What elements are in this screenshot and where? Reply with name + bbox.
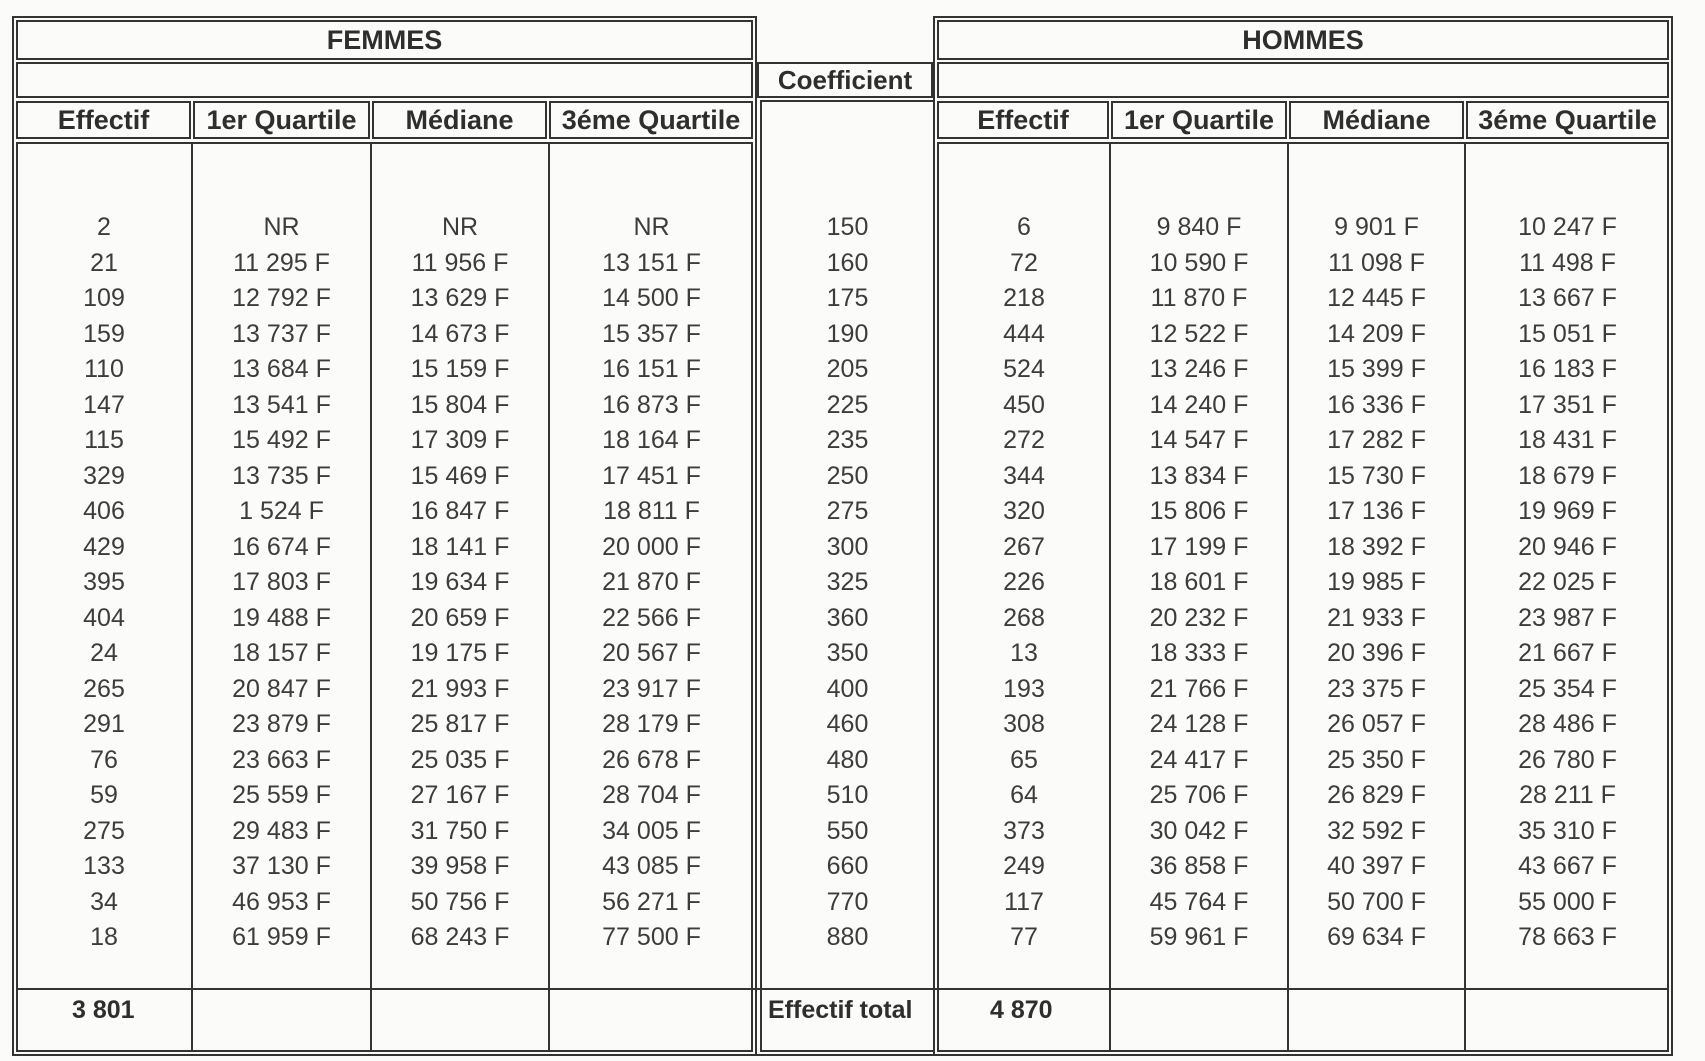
table-cell: 18 601 F: [1149, 568, 1249, 596]
table-cell: 21 870 F: [602, 568, 701, 596]
hommes-q1-header: [1111, 101, 1287, 139]
femmes-q1-header: [193, 101, 370, 139]
hommes-title-text: HOMMES: [1242, 24, 1364, 55]
table-cell: 17 199 F: [1149, 532, 1249, 561]
table-cell: 14 547 F: [1149, 426, 1249, 454]
table-cell: 880: [826, 923, 869, 951]
table-cell: 18 157 F: [232, 639, 331, 667]
table-cell: 77: [1010, 923, 1038, 951]
table-cell: 300: [826, 532, 869, 561]
table-cell: 11 956 F: [411, 248, 509, 277]
table-cell: 360: [826, 603, 869, 632]
header-text: Effectif: [57, 104, 150, 135]
table-cell: 50 700 F: [1327, 887, 1426, 916]
table-cell: 28 704 F: [602, 781, 701, 809]
table-cell: 55 000 F: [1518, 887, 1617, 916]
table-cell: 26 829 F: [1327, 781, 1426, 809]
table-cell: 76: [90, 745, 118, 774]
table-cell: 11 870 F: [1150, 284, 1248, 312]
table-cell: 28 211 F: [1519, 781, 1616, 809]
table-cell: 17 136 F: [1327, 497, 1426, 525]
table-cell: 16 674 F: [232, 532, 331, 561]
table-cell: 18 811 F: [603, 497, 700, 525]
header-text: 1er Quartile: [1123, 104, 1275, 135]
hommes-mediane-column: [1289, 210, 1464, 956]
table-cell: 117: [1004, 887, 1044, 916]
table-cell: 250: [826, 461, 869, 490]
table-cell: 450: [1003, 390, 1045, 419]
table-cell: 24 128 F: [1149, 710, 1249, 738]
table-cell: 15 492 F: [232, 426, 331, 454]
table-cell: NR: [441, 213, 479, 241]
table-cell: 275: [83, 816, 125, 845]
table-cell: 40 397 F: [1327, 852, 1426, 880]
table-cell: 21: [90, 248, 118, 277]
table-cell: 660: [826, 852, 869, 880]
femmes-total: 3 801: [72, 996, 135, 1024]
table-cell: 25 035 F: [410, 745, 510, 774]
table-cell: 444: [1003, 319, 1045, 348]
hommes-blank-header: [937, 62, 1669, 98]
table-cell: NR: [263, 213, 300, 241]
table-cell: 2: [97, 213, 111, 241]
table-cell: 16 151 F: [602, 355, 701, 383]
femmes-mediane-column: [372, 210, 548, 956]
table-cell: 59: [90, 781, 118, 809]
table-cell: 17 282 F: [1327, 426, 1426, 454]
table-cell: 235: [826, 426, 869, 454]
table-cell: 21 766 F: [1149, 674, 1249, 703]
coefficient-column: [762, 210, 933, 956]
table-cell: 14 209 F: [1327, 319, 1426, 348]
table-cell: 133: [83, 852, 125, 880]
table-cell: 18: [90, 923, 118, 951]
table-cell: 61 959 F: [232, 923, 331, 951]
table-cell: 225: [826, 390, 869, 419]
hommes-total: 4 870: [990, 996, 1053, 1024]
table-cell: 28 486 F: [1518, 710, 1617, 738]
table-cell: 15 806 F: [1149, 497, 1249, 525]
femmes-q3-column: [550, 210, 753, 956]
table-cell: 400: [826, 674, 869, 703]
table-cell: 20 659 F: [410, 603, 510, 632]
totals-separator: [16, 988, 1669, 990]
table-cell: 23 663 F: [232, 745, 331, 774]
table-cell: 16 336 F: [1327, 390, 1426, 419]
table-cell: 25 354 F: [1518, 674, 1617, 703]
header-text: Médiane: [405, 104, 514, 135]
table-cell: 72: [1010, 248, 1038, 277]
hommes-effectif-header: [937, 101, 1109, 139]
table-cell: 10 247 F: [1518, 213, 1617, 241]
table-cell: 26 678 F: [602, 745, 701, 774]
table-cell: 268: [1003, 603, 1045, 632]
table-cell: 13: [1010, 639, 1038, 667]
table-cell: 65: [1010, 745, 1038, 774]
table-cell: 19 969 F: [1518, 497, 1617, 525]
hommes-q3-column: [1466, 210, 1669, 956]
table-cell: 193: [1003, 674, 1045, 703]
table-cell: 19 175 F: [410, 639, 510, 667]
table-cell: 15 357 F: [602, 319, 701, 348]
femmes-title-text: FEMMES: [326, 24, 443, 55]
table-cell: 15 730 F: [1327, 461, 1426, 490]
table-cell: 524: [1003, 355, 1045, 383]
table-cell: 12 792 F: [232, 284, 331, 312]
table-cell: 9 840 F: [1156, 213, 1242, 241]
table-cell: 59 961 F: [1149, 923, 1249, 951]
table-cell: 109: [83, 284, 125, 312]
femmes-q3-header: [549, 101, 753, 139]
table-cell: 205: [826, 355, 869, 383]
table-cell: 45 764 F: [1149, 887, 1249, 916]
table-cell: 13 541 F: [232, 390, 331, 419]
table-cell: 10 590 F: [1149, 248, 1249, 277]
table-cell: 373: [1003, 816, 1045, 845]
table-cell: 22 025 F: [1518, 568, 1617, 596]
header-text: 3éme Quartile: [561, 104, 741, 135]
table-cell: 272: [1003, 426, 1045, 454]
table-cell: 291: [83, 710, 125, 738]
table-cell: 25 559 F: [232, 781, 331, 809]
table-cell: 36 858 F: [1149, 852, 1249, 880]
table-cell: 64: [1010, 781, 1038, 809]
table-cell: 25 350 F: [1327, 745, 1426, 774]
hommes-q3-header: [1466, 101, 1669, 139]
table-cell: 344: [1003, 461, 1045, 490]
femmes-effectif-header: [16, 101, 191, 139]
table-cell: 78 663 F: [1518, 923, 1617, 951]
table-cell: 43 085 F: [602, 852, 701, 880]
femmes-blank-header: [16, 62, 753, 98]
table-cell: 13 737 F: [232, 319, 331, 348]
table-cell: 480: [826, 745, 869, 774]
table-cell: 16 847 F: [410, 497, 510, 525]
table-cell: 27 167 F: [410, 781, 510, 809]
table-cell: 69 634 F: [1327, 923, 1426, 951]
table-cell: 15 804 F: [410, 390, 510, 419]
table-cell: 150: [826, 213, 869, 241]
table-cell: 110: [84, 355, 124, 383]
table-cell: 31 750 F: [410, 816, 510, 845]
coefficient-header: [757, 62, 933, 98]
table-cell: 226: [1003, 568, 1045, 596]
table-cell: 350: [826, 639, 869, 667]
table-cell: 275: [826, 497, 869, 525]
table-cell: 24 417 F: [1149, 745, 1249, 774]
table-cell: 18 679 F: [1518, 461, 1617, 490]
table-cell: 510: [826, 781, 869, 809]
table-cell: 50 756 F: [410, 887, 510, 916]
table-cell: 17 309 F: [410, 426, 510, 454]
femmes-mediane-header: [372, 101, 547, 139]
table-cell: 25 817 F: [410, 710, 510, 738]
table-cell: 34 005 F: [602, 816, 701, 845]
table-cell: 11 498 F: [1519, 248, 1616, 277]
table-cell: 43 667 F: [1518, 852, 1617, 880]
table-cell: 20 396 F: [1327, 639, 1426, 667]
table-cell: 460: [826, 710, 869, 738]
table-cell: 18 141 F: [410, 532, 510, 561]
table-cell: 20 847 F: [232, 674, 331, 703]
table-cell: 308: [1003, 710, 1045, 738]
table-cell: 20 000 F: [602, 532, 701, 561]
table-cell: 9 901 F: [1334, 213, 1419, 241]
table-cell: 265: [83, 674, 125, 703]
table-cell: 395: [83, 568, 125, 596]
table-cell: 11 098 F: [1328, 248, 1425, 277]
table-cell: 34: [90, 887, 118, 916]
table-cell: 15 469 F: [410, 461, 510, 490]
table-cell: 11 295 F: [233, 248, 330, 277]
effectif-total-label: Effectif total: [768, 996, 913, 1024]
table-cell: 21 933 F: [1327, 603, 1426, 632]
table-cell: 23 375 F: [1327, 674, 1426, 703]
table-cell: 17 803 F: [232, 568, 331, 596]
table-cell: 37 130 F: [232, 852, 331, 880]
header-text: 1er Quartile: [206, 104, 357, 135]
table-cell: 18 333 F: [1149, 639, 1249, 667]
table-cell: 22 566 F: [602, 603, 701, 632]
table-cell: 6: [1017, 213, 1031, 241]
table-cell: 14 240 F: [1149, 390, 1249, 419]
table-cell: 23 987 F: [1518, 603, 1617, 632]
table-cell: 147: [83, 390, 125, 419]
table-cell: 320: [1003, 497, 1045, 525]
table-cell: 24: [90, 639, 118, 667]
table-cell: 190: [826, 319, 869, 348]
table-cell: 115: [84, 426, 124, 454]
table-cell: 28 179 F: [602, 710, 701, 738]
table-cell: 770: [826, 887, 869, 916]
table-cell: 13 667 F: [1518, 284, 1617, 312]
table-cell: 329: [83, 461, 125, 490]
table-cell: 77 500 F: [602, 923, 701, 951]
table-cell: 13 735 F: [232, 461, 331, 490]
femmes-title: [16, 20, 753, 60]
hommes-effectif-column: [939, 210, 1109, 956]
table-cell: 15 159 F: [410, 355, 510, 383]
header-text: Médiane: [1322, 104, 1431, 135]
table-cell: NR: [633, 213, 670, 241]
table-cell: 23 917 F: [602, 674, 701, 703]
table-cell: 325: [826, 568, 869, 596]
header-text: Effectif: [977, 104, 1069, 135]
table-cell: 13 684 F: [232, 355, 331, 383]
table-cell: 14 500 F: [602, 284, 701, 312]
femmes-q1-column: [193, 210, 370, 956]
table-cell: 16 183 F: [1518, 355, 1617, 383]
table-cell: 218: [1003, 284, 1045, 312]
table-cell: 46 953 F: [232, 887, 331, 916]
table-cell: 26 780 F: [1518, 745, 1617, 774]
table-cell: 20 232 F: [1149, 603, 1249, 632]
table-cell: 19 634 F: [410, 568, 510, 596]
table-cell: 19 488 F: [232, 603, 331, 632]
table-cell: 20 946 F: [1518, 532, 1617, 561]
hommes-q1-column: [1111, 210, 1287, 956]
table-cell: 26 057 F: [1327, 710, 1426, 738]
table-cell: 21 667 F: [1518, 639, 1617, 667]
femmes-effectif-column: [18, 210, 190, 956]
table-cell: 18 431 F: [1518, 426, 1617, 454]
table-cell: 56 271 F: [602, 887, 701, 916]
table-cell: 17 351 F: [1518, 390, 1617, 419]
table-cell: 25 706 F: [1149, 781, 1249, 809]
hommes-mediane-header: [1289, 101, 1464, 139]
table-cell: 13 151 F: [602, 248, 701, 277]
table-cell: 14 673 F: [410, 319, 510, 348]
table-cell: 17 451 F: [602, 461, 701, 490]
table-cell: 1 524 F: [239, 497, 324, 525]
table-cell: 29 483 F: [232, 816, 331, 845]
table-cell: 404: [83, 603, 125, 632]
table-cell: 13 246 F: [1149, 355, 1249, 383]
table-cell: 13 834 F: [1149, 461, 1249, 490]
table-cell: 20 567 F: [602, 639, 701, 667]
table-cell: 406: [83, 497, 125, 525]
table-cell: 550: [826, 816, 869, 845]
table-cell: 23 879 F: [232, 710, 331, 738]
table-cell: 32 592 F: [1327, 816, 1426, 845]
table-cell: 159: [83, 319, 125, 348]
table-cell: 12 445 F: [1327, 284, 1426, 312]
hommes-title: [937, 20, 1669, 60]
table-cell: 175: [826, 284, 869, 312]
table-cell: 16 873 F: [602, 390, 701, 419]
table-cell: 429: [83, 532, 125, 561]
table-cell: 267: [1003, 532, 1045, 561]
table-cell: 21 993 F: [410, 674, 510, 703]
table-cell: 160: [826, 248, 869, 277]
header-text: 3éme Quartile: [1478, 104, 1657, 135]
table-cell: 15 051 F: [1518, 319, 1617, 348]
table-cell: 18 164 F: [602, 426, 701, 454]
table-cell: 12 522 F: [1149, 319, 1249, 348]
table-cell: 39 958 F: [410, 852, 510, 880]
coefficient-header-text: Coefficient: [777, 64, 913, 95]
table-cell: 18 392 F: [1327, 532, 1426, 561]
table-cell: 13 629 F: [410, 284, 510, 312]
table-cell: 68 243 F: [410, 923, 510, 951]
table-cell: 249: [1003, 852, 1045, 880]
table-cell: 19 985 F: [1327, 568, 1426, 596]
table-cell: 30 042 F: [1149, 816, 1249, 845]
table-cell: 15 399 F: [1327, 355, 1426, 383]
table-cell: 35 310 F: [1518, 816, 1617, 845]
